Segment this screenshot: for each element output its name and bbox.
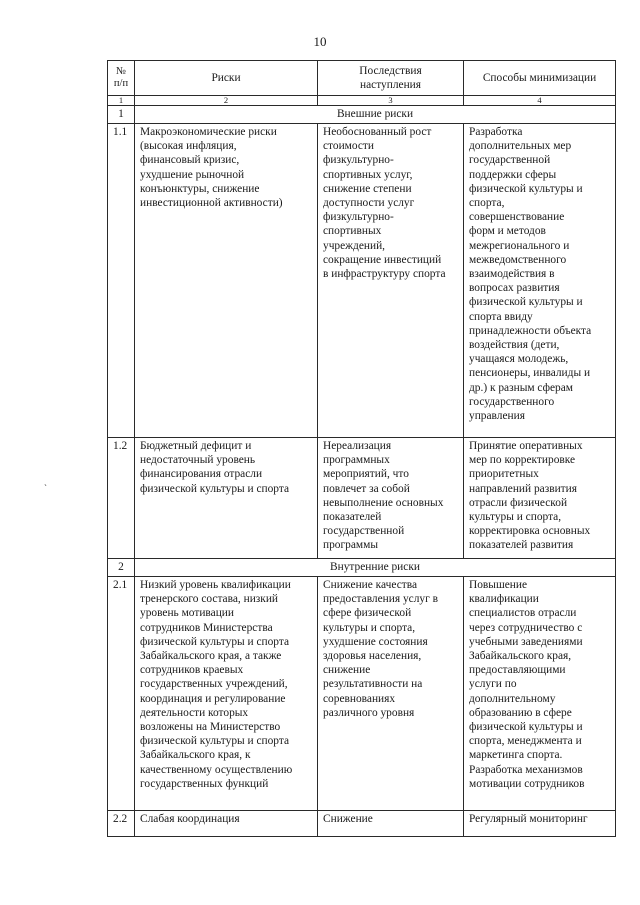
row-num: 1.1	[108, 124, 135, 438]
row-num: 2.2	[108, 811, 135, 837]
minimization-cell: Разработка дополнительных мер государственной поддержки сферы физической культуры и спорта, совершенствование форм и методов межрегионального и межведомственного взаимодействия в вопросах развития физической культуры и спорта ввиду принадлежности объекта воздействия (дети, учащаяся молодежь, пенсионеры, инвалиды и др.) к разным сферам государственного управления	[464, 124, 616, 438]
table-header-row	[108, 61, 616, 96]
scan-speck: ˋ	[44, 483, 47, 493]
minimization-cell: Повышение квалификации специалистов отрасли через сотрудничество с учебными заведениями Забайкальского края, предоставляющими услуги по дополнительному образованию в сфере физической культуры и спорта, менеджмента и маркетинга спорта. Разработка механизмов мотивации сотрудников	[464, 577, 616, 811]
table-row	[108, 124, 616, 438]
column-number: 1	[108, 96, 135, 106]
column-number: 4	[464, 96, 616, 106]
risk-cell: Бюджетный дефицит и недостаточный уровень финансирования отрасли физической культуры и спорта	[135, 438, 318, 559]
consequence-cell: Необоснованный рост стоимости физкультурно- спортивных услуг, снижение степени доступности услуг физкультурно- спортивных учреждений, сокращение инвестиций в инфраструктуру спорта	[318, 124, 464, 438]
section-num: 1	[108, 106, 135, 124]
row-num: 1.2	[108, 438, 135, 559]
table-row	[108, 438, 616, 559]
risk-cell: Низкий уровень квалификации тренерского состава, низкий уровень мотивации сотрудников Министерства физической культуры и спорта Забайкальского края, а также сотрудников краевых государственных учреждений, координация и регулирование деятельности которых возложены на Министерство физической культуры и спорта Забайкальского края, к качественному осуществлению государственных функций	[135, 577, 318, 811]
risk-cell: Макроэкономические риски (высокая инфляция, финансовый кризис, ухудшение рыночной конъюнктуры, снижение инвестиционной активности)	[135, 124, 318, 438]
risk-cell: Слабая координация	[135, 811, 318, 837]
header-risks: Риски	[135, 61, 318, 96]
table-row	[108, 577, 616, 811]
risk-table	[107, 60, 616, 837]
minimization-cell: Регулярный мониторинг	[464, 811, 616, 837]
consequence-cell: Нереализация программных мероприятий, что повлечет за собой невыполнение основных показателей государственной программы	[318, 438, 464, 559]
column-number: 3	[318, 96, 464, 106]
page-number: 10	[313, 34, 327, 49]
header-consequences: Последствия наступления	[318, 61, 464, 96]
section-title: Внешние риски	[135, 106, 616, 124]
section-num: 2	[108, 559, 135, 577]
minimization-cell: Принятие оперативных мер по корректировке приоритетных направлений развития отрасли физической культуры и спорта, корректировка основных показателей развития	[464, 438, 616, 559]
section-title: Внутренние риски	[135, 559, 616, 577]
section-row-internal	[108, 559, 616, 577]
row-num: 2.1	[108, 577, 135, 811]
header-num: № п/п	[108, 61, 135, 96]
table-row	[108, 811, 616, 837]
section-row-external	[108, 106, 616, 124]
column-number: 2	[135, 96, 318, 106]
consequence-cell: Снижение	[318, 811, 464, 837]
header-minimization: Способы минимизации	[464, 61, 616, 96]
consequence-cell: Снижение качества предоставления услуг в сфере физической культуры и спорта, ухудшение состояния здоровья населения, снижение результативности на соревнованиях различного уровня	[318, 577, 464, 811]
column-number-row	[108, 96, 616, 106]
